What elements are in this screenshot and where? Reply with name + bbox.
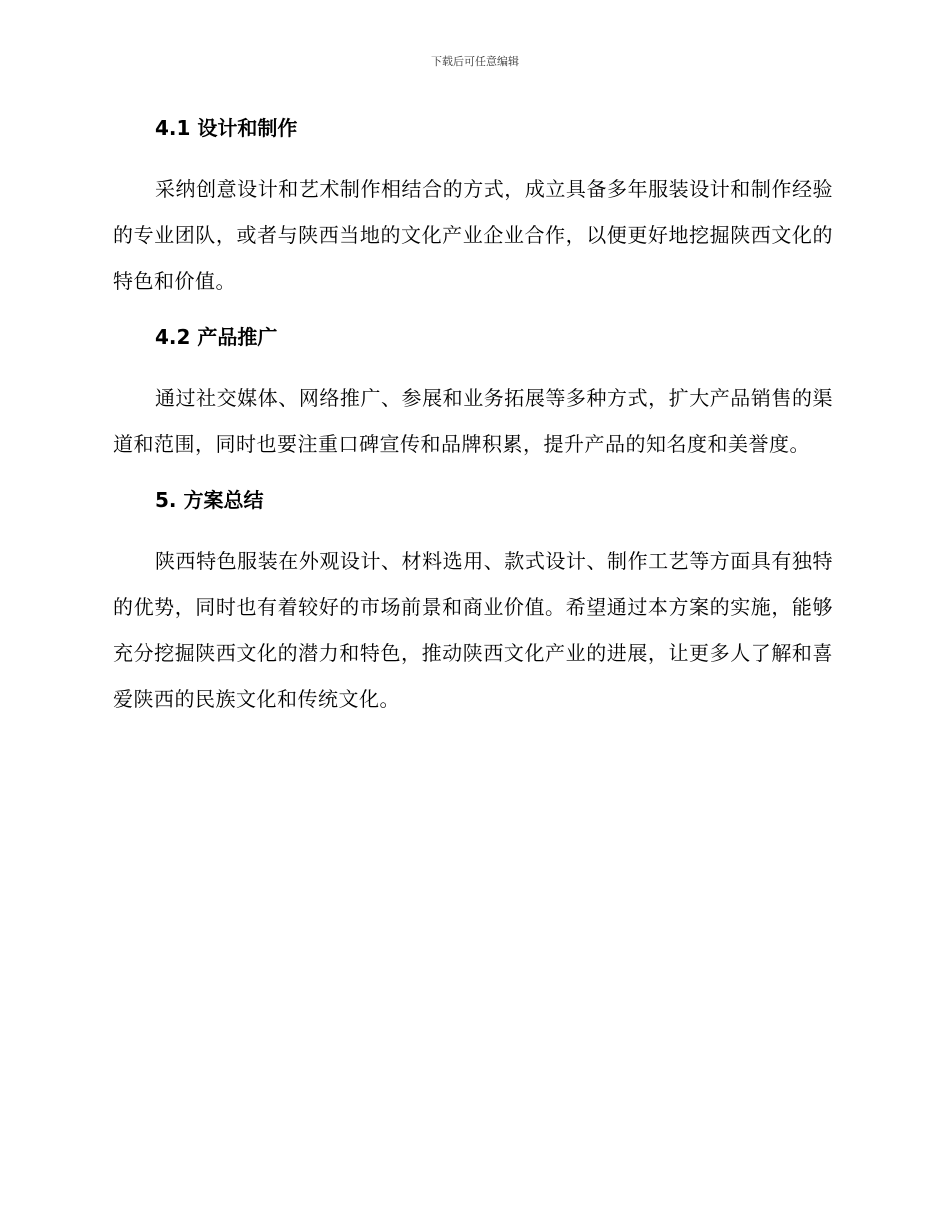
section-paragraph-5: 陕西特色服装在外观设计、材料选用、款式设计、制作工艺等方面具有独特的优势，同时也有着较好的市场前景和商业价值。希望通过本方案的实施，能够充分挖掘陕西文化的潜力和特色，推动陕西文化产业的进展，让更多人了解和喜爱陕西的民族文化和传统文化。: [113, 549, 833, 711]
section-paragraph-4-2: 通过社交媒体、网络推广、参展和业务拓展等多种方式，扩大产品销售的渠道和范围，同时也要注重口碑宣传和品牌积累，提升产品的知名度和美誉度。: [113, 386, 833, 456]
document-body: [113, 110, 833, 722]
section-heading-5: 5. 方案总结: [155, 488, 264, 512]
section-paragraph-4-1: 采纳创意设计和艺术制作相结合的方式，成立具备多年服装设计和制作经验的专业团队，或者与陕西当地的文化产业企业合作，以便更好地挖掘陕西文化的特色和价值。: [113, 177, 833, 293]
section-heading-4-2: 4.2 产品推广: [155, 325, 278, 349]
section-heading-4-1: 4.1 设计和制作: [155, 116, 298, 140]
page-header: 下载后可任意编辑: [431, 55, 519, 68]
